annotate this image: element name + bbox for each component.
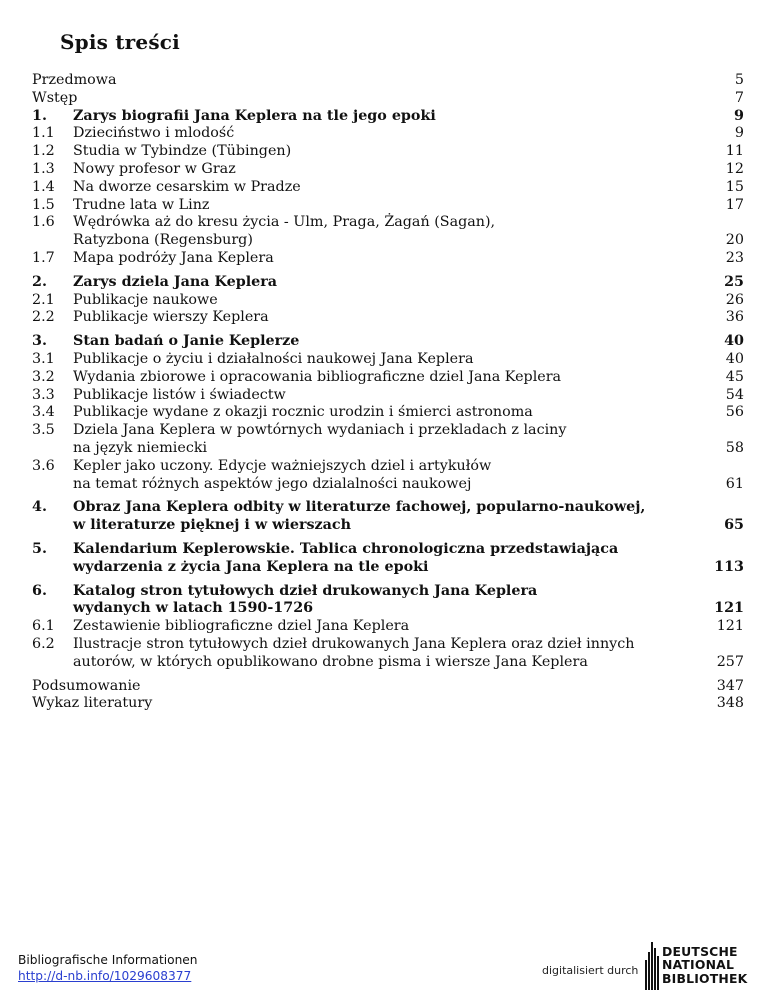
toc-entry-number: 6.1 xyxy=(32,618,55,635)
toc-entry xyxy=(32,309,744,327)
digitalized-by-label: digitalisiert durch xyxy=(542,964,639,977)
dnb-logo-line-1: DEUTSCHE xyxy=(662,944,738,959)
toc-entry-title: Publikacje listów i świadectw xyxy=(73,386,286,403)
toc-entry-title: Publikacje wierszy Keplera xyxy=(73,309,269,326)
toc-entry-title: Wędrówka aż do kresu życia - Ulm, Praga, Żagań (Sagan), Ratyzbona (Regensburg) xyxy=(73,214,496,249)
toc-entry xyxy=(32,618,744,636)
toc-entry-title: Obraz Jana Keplera odbity w literaturze fachowej, popularno-naukowej, w literaturze pięknej i w wierszach xyxy=(73,499,646,534)
toc-entry-number: 3.6 xyxy=(32,457,55,474)
toc-entry-title: Wstęp xyxy=(32,89,78,106)
toc-entry-page: 65 xyxy=(724,517,744,534)
toc-entry-number: 1.6 xyxy=(32,214,55,231)
toc-entry xyxy=(32,387,744,405)
toc-entry xyxy=(32,333,744,351)
toc-entry-page: 26 xyxy=(725,291,744,308)
toc-entry-number: 6. xyxy=(32,582,47,599)
toc-entry-title: Publikacje wydane z okazji rocznic urodzin i śmierci astronoma xyxy=(73,404,533,421)
toc-entry xyxy=(32,143,744,161)
toc-entry xyxy=(32,404,744,422)
toc-entry-title: Trudne lata w Linz xyxy=(73,196,210,213)
toc-entry-title: Katalog stron tytułowych dzieł drukowanych Jana Keplera wydanych w latach 1590-1726 xyxy=(73,582,538,617)
toc-entry-page: 20 xyxy=(725,232,744,249)
toc-entry xyxy=(32,422,744,458)
toc-entry-number: 3.3 xyxy=(32,386,55,403)
toc-entry-page: 11 xyxy=(725,143,744,160)
toc-entry-number: 1.5 xyxy=(32,196,55,213)
toc-entry-number: 2.1 xyxy=(32,291,55,308)
toc-entry-number: 3.2 xyxy=(32,368,55,385)
toc-entry xyxy=(32,108,744,126)
toc-entry-number: 2. xyxy=(32,273,47,290)
toc-entry-title: Nowy profesor w Graz xyxy=(73,160,236,177)
toc-entry-page: 113 xyxy=(714,558,744,575)
dnb-logo xyxy=(645,938,757,990)
toc-entry-title: Wydania zbiorowe i opracowania bibliograficzne dziel Jana Keplera xyxy=(73,368,562,385)
toc-entry-title: Dzieciństwo i mlodość xyxy=(73,125,235,142)
toc-entry-page: 9 xyxy=(734,125,744,142)
toc-entry-number: 4. xyxy=(32,499,47,516)
toc-entry-number: 6.2 xyxy=(32,635,55,652)
dnb-link[interactable]: http://d-nb.info/1029608377 xyxy=(18,969,192,983)
dnb-logo-text xyxy=(662,945,747,985)
toc-entry-title: Zestawienie bibliograficzne dziel Jana Keplera xyxy=(73,618,410,635)
toc-entry xyxy=(32,499,744,535)
toc-entry-page: 56 xyxy=(725,404,744,421)
toc-entry xyxy=(32,72,744,90)
toc-entry-title: Przedmowa xyxy=(32,72,117,88)
toc-entry xyxy=(32,197,744,215)
toc-entry xyxy=(32,125,744,143)
toc-entry-title: Ilustracje stron tytułowych dzieł drukowanych Jana Keplera oraz dzieł innych autorów, w których opublikowano drobne pisma i wiersze Jana Keplera xyxy=(73,635,635,670)
toc-entry xyxy=(32,695,744,713)
toc-entry-page: 45 xyxy=(725,368,744,385)
toc-entry-page: 23 xyxy=(725,249,744,266)
toc-entry xyxy=(32,161,744,179)
bibliographic-info xyxy=(18,952,198,984)
toc-entry-page: 36 xyxy=(725,309,744,326)
toc-entry-title: Publikacje o życiu i działalności naukowej Jana Keplera xyxy=(73,350,474,367)
toc-entry xyxy=(32,351,744,369)
toc-entry-page: 17 xyxy=(725,196,744,213)
toc-entry-number: 3.5 xyxy=(32,422,55,439)
bibliographic-info-label: Bibliografische Informationen xyxy=(18,953,198,967)
toc-entry xyxy=(32,274,744,292)
toc-entry-number: 1.1 xyxy=(32,125,55,142)
toc-entry-title: Podsumowanie xyxy=(32,677,141,694)
toc-entry-number: 5. xyxy=(32,540,47,557)
toc-entry-number: 1.7 xyxy=(32,249,55,266)
toc-entry-title: Wykaz literatury xyxy=(32,695,153,712)
toc-entry-title: Zarys biografii Jana Keplera na tle jego epoki xyxy=(73,107,436,124)
toc-entry-title: Na dworze cesarskim w Pradze xyxy=(73,178,301,195)
toc-entry-page: 257 xyxy=(716,653,744,670)
toc-entry-title: Publikacje naukowe xyxy=(73,291,218,308)
toc-entry-page: 348 xyxy=(716,695,744,712)
toc-entry xyxy=(32,214,744,250)
toc-entry-title: Dziela Jana Keplera w powtórnych wydaniach i przekladach z laciny na język niemiecki xyxy=(73,422,567,456)
dnb-logo-bars-icon xyxy=(645,938,659,990)
toc-entry-number: 3. xyxy=(32,333,47,350)
table-of-contents xyxy=(32,72,744,713)
toc-entry xyxy=(32,636,744,672)
toc-entry-page: 58 xyxy=(725,439,744,456)
toc-entry-title: Stan badań o Janie Keplerze xyxy=(73,333,300,350)
toc-entry-title: Mapa podróży Jana Keplera xyxy=(73,249,274,266)
toc-entry-title: Kepler jako uczony. Edycje ważniejszych dziel i artykułów na temat różnych aspektów jego dzialalności naukowej xyxy=(73,457,492,492)
toc-entry-page: 40 xyxy=(724,333,744,350)
toc-entry xyxy=(32,250,744,268)
toc-entry-page: 121 xyxy=(716,618,744,635)
toc-entry xyxy=(32,583,744,619)
toc-entry-title: Kalendarium Keplerowskie. Tablica chronologiczna przedstawiająca wydarzenia z życia Jana Keplera na tle epoki xyxy=(73,540,619,575)
toc-entry-page: 25 xyxy=(724,273,744,290)
toc-entry-page: 15 xyxy=(725,178,744,195)
toc-entry-number: 1.3 xyxy=(32,160,55,177)
toc-entry-number: 3.1 xyxy=(32,350,55,367)
toc-entry-number: 1.4 xyxy=(32,178,55,195)
page-title: Spis treści xyxy=(60,30,180,54)
dnb-logo-line-2: NATIONAL xyxy=(662,957,735,973)
toc-entry-page: 12 xyxy=(725,160,744,177)
dnb-logo-line-3: BIBLIOTHEK xyxy=(662,970,748,986)
toc-entry-page: 54 xyxy=(725,386,744,403)
toc-entry-number: 3.4 xyxy=(32,404,55,421)
toc-entry xyxy=(32,678,744,696)
toc-entry-page: 347 xyxy=(716,677,744,694)
toc-entry xyxy=(32,292,744,310)
toc-entry xyxy=(32,541,744,577)
toc-entry-title: Studia w Tybindze (Tübingen) xyxy=(73,143,292,160)
toc-entry xyxy=(32,369,744,387)
toc-entry-number: 1.2 xyxy=(32,143,55,160)
toc-entry-number: 2.2 xyxy=(32,309,55,326)
toc-entry-page: 7 xyxy=(734,89,744,106)
toc-entry-page: 9 xyxy=(734,107,744,124)
toc-entry xyxy=(32,90,744,108)
toc-entry xyxy=(32,458,744,494)
toc-entry-number: 1. xyxy=(32,107,47,124)
toc-entry-page: 5 xyxy=(734,72,744,88)
toc-entry-page: 40 xyxy=(725,350,744,367)
toc-entry-page: 61 xyxy=(725,475,744,492)
toc-entry-title: Zarys dziela Jana Keplera xyxy=(73,273,278,290)
toc-entry xyxy=(32,179,744,197)
toc-entry-page: 121 xyxy=(714,600,744,617)
